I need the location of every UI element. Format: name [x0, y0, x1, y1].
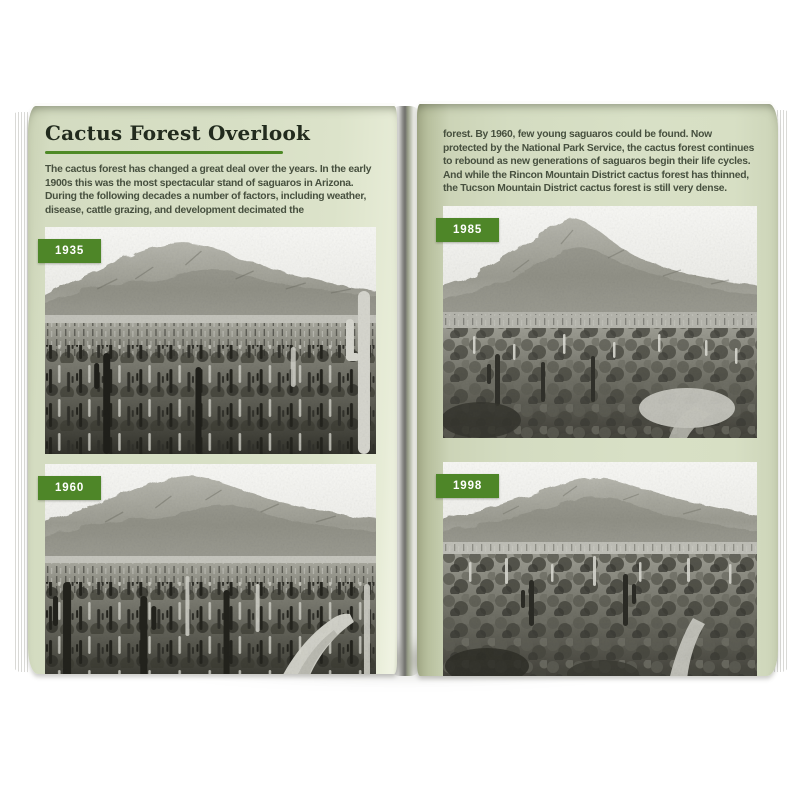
photo-1960 — [45, 464, 376, 674]
photo-1998 — [443, 462, 757, 676]
right-page-content — [417, 104, 778, 676]
left-page — [28, 106, 397, 674]
left-page-paragraph: The cactus forest has changed a great deal over the years. In the early 1900s this was the most spectacular stand of saguaros in Arizona. During the following decades a number of factors, including weather, disease, cattle grazing, and development decimated the — [45, 164, 372, 216]
year-badge-1998: 1998 — [436, 474, 499, 498]
year-badge-1985: 1985 — [436, 218, 499, 242]
left-page-content — [28, 106, 397, 674]
year-badge-1935: 1935 — [38, 239, 101, 263]
photo-1935 — [45, 227, 376, 454]
right-page-paragraph: forest. By 1960, few young saguaros could be found. Now protected by the National Park Service, the cactus forest continues to rebound as new generations of saguaros begin their life cycles. And while the Rincon Mountain District cactus forest has thinned, the Tucson Mountain District cactus forest is still very dense. — [443, 129, 755, 195]
photo-1985 — [443, 206, 757, 438]
heading-underline — [45, 151, 283, 154]
page-title: Cactus Forest Overlook — [45, 121, 311, 145]
right-page — [417, 104, 778, 676]
year-badge-1960: 1960 — [38, 476, 101, 500]
